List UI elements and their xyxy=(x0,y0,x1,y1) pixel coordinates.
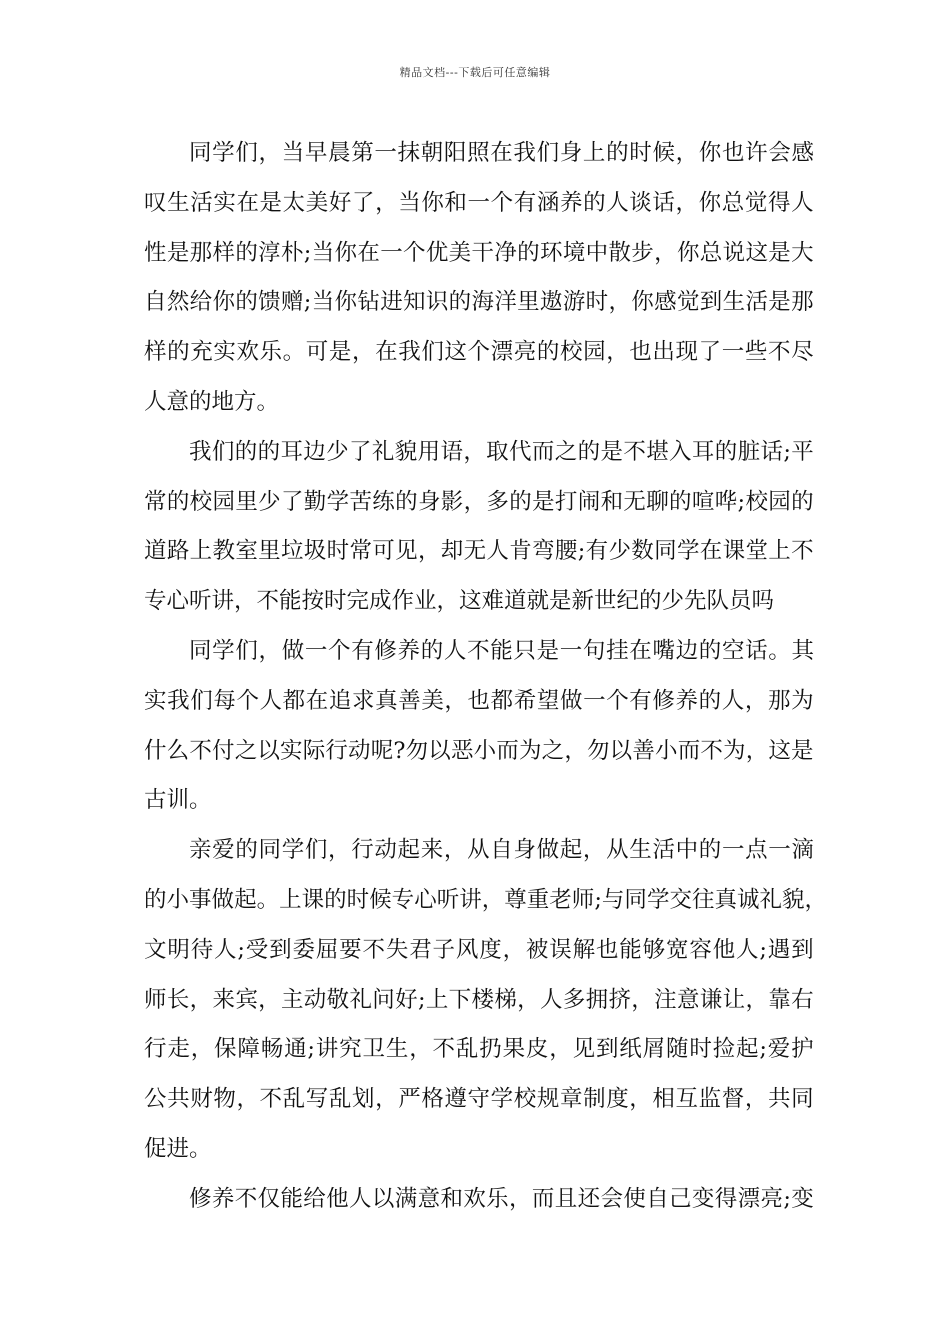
text-line: 师 长 ， 来 宾 ， 主 动 敬 礼 问 好 ; 上 下 楼 梯 ， 人 多 拥 挤 ， 注 意 谦 让 ， 靠 右 xyxy=(144,986,814,1013)
text-line: 实 我 们 每 个 人 都 在 追 求 真 善 美 ， 也 都 希 望 做 一 个 有 修 养 的 人 ， 那 为 xyxy=(144,687,814,714)
text-line: 人意的地方。 xyxy=(144,389,280,415)
text-line: 常 的 校 园 里 少 了 勤 学 苦 练 的 身 影 ， 多 的 是 打 闹 和 无 聊 的 喧 哗 ; 校 园 的 xyxy=(144,488,814,515)
text-line: 的 小 事 做 起 。 上 课 的 时 候 专 心 听 讲 ， 尊 重 老 师 ; 与 同 学 交 往 真 诚 礼 貌 ， xyxy=(144,887,828,913)
text-line: 叹 生 活 实 在 是 太 美 好 了 ， 当 你 和 一 个 有 涵 养 的 人 谈 话 ， 你 总 觉 得 人 xyxy=(144,189,814,216)
text-line: 古训。 xyxy=(144,787,212,814)
text-line: 什 么 不 付 之 以 实 际 行 动 呢 ? 勿 以 恶 小 而 为 之 ， 勿 以 善 小 而 不 为 ， 这 是 xyxy=(144,737,814,764)
text-line: 性 是 那 样 的 淳 朴 ; 当 你 在 一 个 优 美 干 净 的 环 境 中 散 步 ， 你 总 说 这 是 大 xyxy=(144,239,814,266)
text-line: 同 学 们 ， 做 一 个 有 修 养 的 人 不 能 只 是 一 句 挂 在 嘴 边 的 空 话 。 其 xyxy=(189,638,814,664)
text-line: 公 共 财 物 ， 不 乱 写 乱 划 ， 严 格 遵 守 学 校 规 章 制 度 ， 相 互 监 督 ， 共 同 xyxy=(144,1086,814,1113)
text-line: 同 学 们 ， 当 早 晨 第 一 抹 朝 阳 照 在 我 们 身 上 的 时 候 ， 你 也 许 会 感 xyxy=(189,140,814,166)
text-line: 专心听讲，不能按时完成作业，这难道就是新世纪的少先队员吗 xyxy=(144,588,775,615)
text-line: 修 养 不 仅 能 给 他 人 以 满 意 和 欢 乐 ， 而 且 还 会 使 自 己 变 得 漂 亮 ; 变 xyxy=(189,1185,814,1212)
page-header: 精品文档---下载后可任意编辑 xyxy=(399,66,551,79)
text-line: 样 的 充 实 欢 乐 。 可 是 ， 在 我 们 这 个 漂 亮 的 校 园 ， 也 出 现 了 一 些 不 尽 xyxy=(144,339,814,366)
text-line: 自 然 给 你 的 馈 赠 ; 当 你 钻 进 知 识 的 海 洋 里 遨 游 时 ， 你 感 觉 到 生 活 是 那 xyxy=(144,289,814,316)
text-line: 亲 爱 的 同 学 们 ， 行 动 起 来 ， 从 自 身 做 起 ， 从 生 活 中 的 一 点 一 滴 xyxy=(189,837,814,864)
text-line: 促进。 xyxy=(144,1136,212,1162)
text-line: 我 们 的 的 耳 边 少 了 礼 貌 用 语 ， 取 代 而 之 的 是 不 堪 入 耳 的 脏 话 ; 平 xyxy=(189,438,814,465)
text-line: 文 明 待 人 ; 受 到 委 屈 要 不 失 君 子 风 度 ， 被 误 解 也 能 够 宽 容 他 人 ; 遇 到 xyxy=(144,936,814,963)
text-line: 行 走 ， 保 障 畅 通 ; 讲 究 卫 生 ， 不 乱 扔 果 皮 ， 见 到 纸 屑 随 时 捡 起 ; 爱 护 xyxy=(144,1036,814,1063)
text-line: 道 路 上 教 室 里 垃 圾 时 常 可 见 ， 却 无 人 肯 弯 腰 ; 有 少 数 同 学 在 课 堂 上 不 xyxy=(144,538,814,565)
